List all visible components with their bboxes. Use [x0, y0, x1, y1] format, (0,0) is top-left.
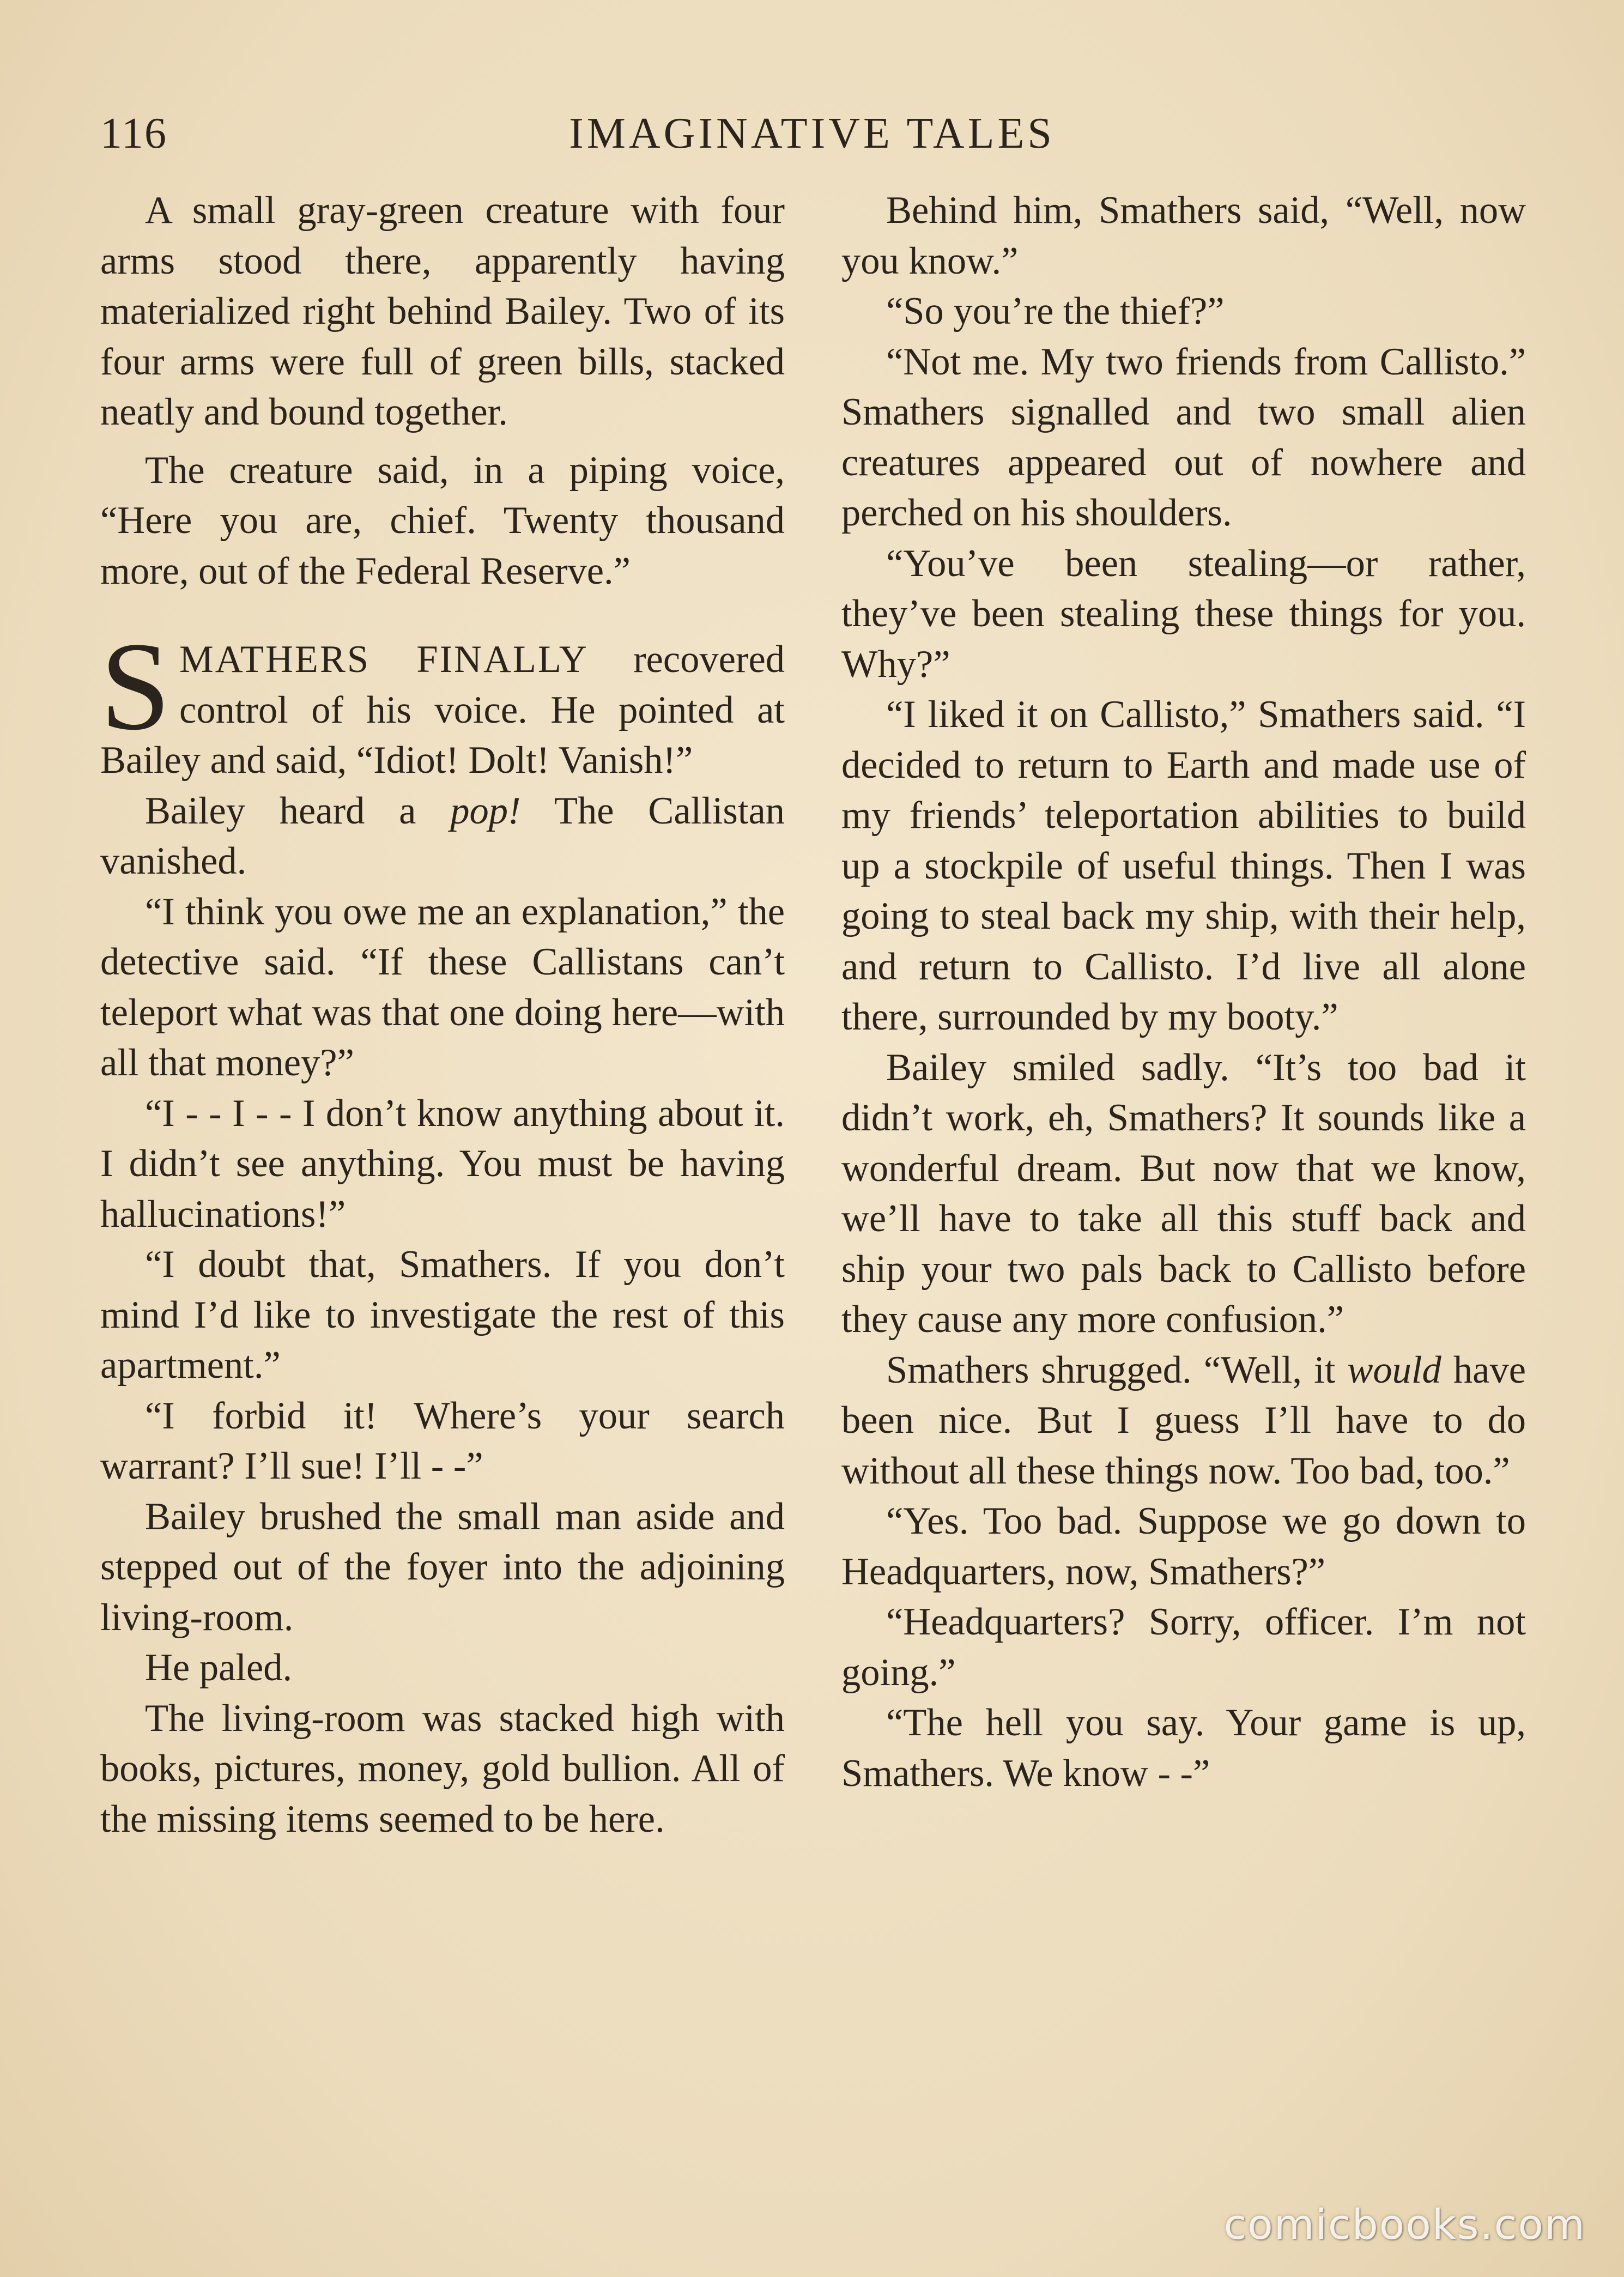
italic-text: pop! — [450, 789, 521, 832]
paragraph — [100, 786, 785, 887]
paragraph: “So you’re the thief?” — [886, 290, 1225, 332]
paragraph: “Not me. My two friends from Callisto.” Smathers signalled and two small alien creatures appeared out of nowhere and perched on his shoulders. — [841, 340, 1526, 534]
paragraph: “Headquarters? Sorry, officer. I’m not going.” — [841, 1601, 1526, 1694]
paragraph: Bailey brushed the small man aside and stepped out of the foyer into the adjoining living-room. — [100, 1495, 785, 1639]
paragraph: Bailey smiled sadly. “It’s too bad it didn’t work, eh, Smathers? It sounds like a wonderful dream. But now that we know, we’ll have to take all this stuff back and ship your two pals back to Callisto before they cause any more confusion.” — [841, 1046, 1526, 1341]
running-head — [0, 104, 1624, 163]
paragraph: “The hell you say. Your game is up, Smathers. We know - -” — [841, 1701, 1526, 1795]
paragraph: “Yes. Too bad. Suppose we go down to Headquarters, now, Smathers?” — [841, 1500, 1526, 1593]
italic-text: would — [1347, 1348, 1441, 1391]
page-number: 116 — [100, 110, 168, 158]
site-watermark: comicbooks.com — [1223, 2200, 1586, 2249]
paragraph-text: Bailey heard a — [145, 789, 451, 832]
paragraph: “You’ve been stealing—or rather, they’ve been stealing these things for you. Why?” — [841, 542, 1526, 686]
section-opening-paragraph — [100, 616, 785, 786]
paragraph: The living-room was stacked high with books, pictures, money, gold bullion. All of the missing items seemed to be here. — [100, 1697, 785, 1840]
paragraph: “I forbid it! Where’s your search warrant? I’ll sue! I’ll - -” — [100, 1394, 785, 1487]
right-column — [841, 185, 1526, 1798]
paragraph-text: have been nice. But I guess I’ll have to do without all these things now. Too bad, too.” — [841, 1348, 1526, 1492]
lead-in-caps: MATHERS FINALLY — [179, 638, 589, 681]
paragraph: “I liked it on Callisto,” Smathers said. “I decided to return to Earth and made use of my friends’ teleportation abilities to build up a stockpile of useful things. Then I was going to steal back my ship, with their help, and return to Callisto. I’d live all alone there, surrounded by my booty.” — [841, 693, 1526, 1038]
journal-title: IMAGINATIVE TALES — [569, 110, 1055, 158]
paragraph — [841, 1345, 1526, 1497]
paragraph: “I doubt that, Smathers. If you don’t mind I’d like to investigate the rest of this apartment.” — [100, 1243, 785, 1386]
paragraph: He paled. — [145, 1646, 293, 1689]
paragraph-text: Smathers shrugged. “Well, it — [886, 1348, 1348, 1391]
paragraph: A small gray-green creature with four arms stood there, apparently having materialized right behind Bailey. Two of its four arms were full of green bills, stacked neatly and bound together. — [100, 189, 785, 433]
drop-cap: S — [100, 616, 171, 756]
left-column — [100, 185, 785, 1844]
paragraph: The creature said, in a piping voice, “Here you are, chief. Twenty thousand more, out of the Federal Reserve.” — [100, 449, 785, 592]
paragraph: Behind him, Smathers said, “Well, now you know.” — [841, 189, 1526, 282]
paragraph: “I - - I - - I don’t know anything about it. I didn’t see anything. You must be having hallucinations!” — [100, 1092, 785, 1236]
paragraph: “I think you owe me an explanation,” the detective said. “If these Callistans can’t teleport what was that one doing here—with all that money?” — [100, 890, 785, 1084]
paragraph-text: recovered control of his voice. He pointed at Bailey and said, “Idiot! Dolt! Vanish!” — [100, 638, 785, 782]
paragraph-text: The Callistan vanished. — [100, 789, 785, 882]
